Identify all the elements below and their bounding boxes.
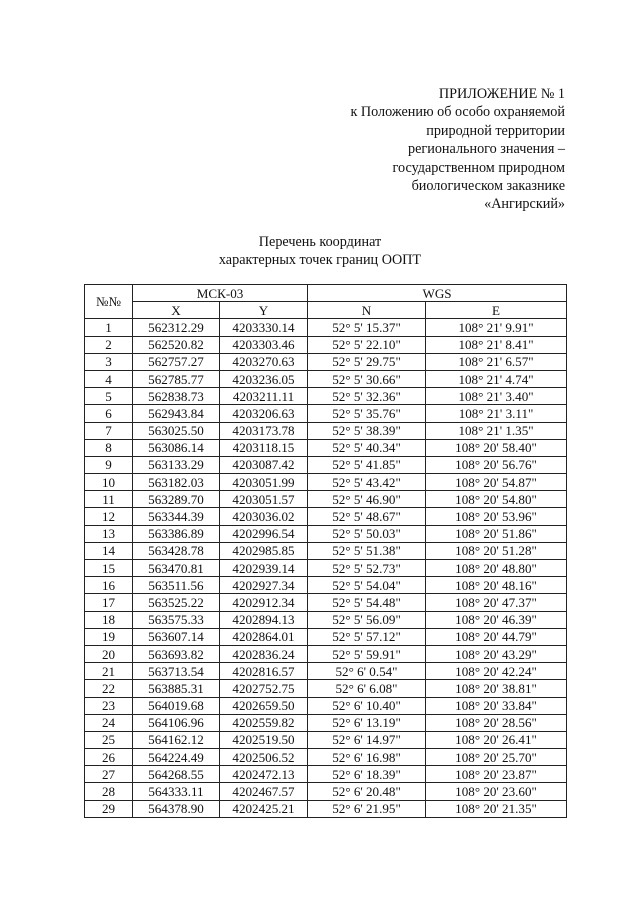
cell-x: 562757.27 [133,353,220,370]
cell-y: 4203051.57 [220,491,308,508]
cell-y: 4202816.57 [220,663,308,680]
table-row [85,611,567,628]
cell-x: 563025.50 [133,422,220,439]
cell-number: 10 [85,474,133,491]
cell-number: 23 [85,697,133,714]
cell-n: 52° 6' 16.98" [308,749,426,766]
header-n: N [308,302,426,319]
cell-x: 564019.68 [133,697,220,714]
title-line: Перечень координат [258,234,382,250]
cell-number: 21 [85,663,133,680]
table-row [85,508,567,525]
cell-number: 2 [85,336,133,353]
cell-e: 108° 21' 4.74" [426,370,567,387]
cell-n: 52° 5' 57.12" [308,628,426,645]
cell-n: 52° 6' 20.48" [308,783,426,800]
cell-y: 4202559.82 [220,714,308,731]
document-title [0,233,640,270]
cell-number: 15 [85,560,133,577]
cell-e: 108° 21' 8.41" [426,336,567,353]
cell-e: 108° 20' 28.56" [426,714,567,731]
cell-y: 4202472.13 [220,766,308,783]
cell-y: 4203211.11 [220,388,308,405]
cell-x: 563693.82 [133,645,220,662]
header-group-msk: МСК-03 [133,285,308,302]
table-row [85,422,567,439]
appendix-line: государственном природном [392,159,565,176]
cell-n: 52° 5' 50.03" [308,525,426,542]
cell-x: 563386.89 [133,525,220,542]
cell-x: 563344.39 [133,508,220,525]
cell-e: 108° 20' 48.80" [426,560,567,577]
cell-n: 52° 5' 40.34" [308,439,426,456]
cell-n: 52° 5' 51.38" [308,542,426,559]
cell-e: 108° 20' 46.39" [426,611,567,628]
cell-e: 108° 20' 54.80" [426,491,567,508]
title-line: характерных точек границ ООПТ [218,252,422,269]
cell-x: 563607.14 [133,628,220,645]
cell-e: 108° 20' 21.35" [426,800,567,817]
cell-number: 26 [85,749,133,766]
cell-number: 17 [85,594,133,611]
cell-y: 4203206.63 [220,405,308,422]
cell-y: 4203330.14 [220,319,308,336]
cell-n: 52° 6' 21.95" [308,800,426,817]
cell-e: 108° 20' 54.87" [426,474,567,491]
table-row [85,388,567,405]
cell-n: 52° 5' 15.37" [308,319,426,336]
table-row [85,714,567,731]
cell-n: 52° 5' 59.91" [308,645,426,662]
cell-y: 4202894.13 [220,611,308,628]
cell-number: 29 [85,800,133,817]
appendix-line: к Положению об особо охраняемой [350,104,565,121]
appendix-line: «Ангирский» [484,196,565,213]
cell-y: 4202467.57 [220,783,308,800]
cell-e: 108° 20' 56.76" [426,456,567,473]
cell-y: 4202939.14 [220,560,308,577]
appendix-line: природной территории [426,122,565,139]
cell-n: 52° 5' 38.39" [308,422,426,439]
cell-e: 108° 20' 23.87" [426,766,567,783]
cell-x: 564333.11 [133,783,220,800]
cell-number: 20 [85,645,133,662]
table-row [85,663,567,680]
cell-x: 563885.31 [133,680,220,697]
table-body [85,319,567,817]
cell-y: 4202927.34 [220,577,308,594]
cell-n: 52° 5' 52.73" [308,560,426,577]
cell-n: 52° 5' 22.10" [308,336,426,353]
coordinates-table [84,284,567,818]
cell-e: 108° 20' 51.28" [426,542,567,559]
cell-y: 4203236.05 [220,370,308,387]
cell-number: 16 [85,577,133,594]
header-row-columns [85,302,567,319]
cell-y: 4202864.01 [220,628,308,645]
cell-n: 52° 5' 41.85" [308,456,426,473]
table-row [85,474,567,491]
cell-x: 563428.78 [133,542,220,559]
cell-number: 22 [85,680,133,697]
table-row [85,319,567,336]
cell-e: 108° 20' 58.40" [426,439,567,456]
cell-e: 108° 20' 47.37" [426,594,567,611]
table-row [85,697,567,714]
cell-number: 8 [85,439,133,456]
cell-e: 108° 20' 23.60" [426,783,567,800]
cell-y: 4203087.42 [220,456,308,473]
cell-n: 52° 5' 48.67" [308,508,426,525]
cell-y: 4203303.46 [220,336,308,353]
cell-y: 4203173.78 [220,422,308,439]
cell-x: 563133.29 [133,456,220,473]
appendix-line: биологическом заказнике [411,178,565,195]
cell-e: 108° 20' 25.70" [426,749,567,766]
table-row [85,439,567,456]
cell-x: 563713.54 [133,663,220,680]
table-row [85,525,567,542]
table-row [85,628,567,645]
cell-n: 52° 5' 54.48" [308,594,426,611]
cell-number: 5 [85,388,133,405]
cell-x: 562943.84 [133,405,220,422]
cell-number: 14 [85,542,133,559]
cell-n: 52° 6' 10.40" [308,697,426,714]
table-row [85,491,567,508]
table-row [85,353,567,370]
header-e: E [426,302,567,319]
table-header [85,285,567,319]
cell-n: 52° 6' 18.39" [308,766,426,783]
cell-n: 52° 5' 32.36" [308,388,426,405]
cell-n: 52° 5' 29.75" [308,353,426,370]
table-row [85,800,567,817]
cell-e: 108° 20' 42.24" [426,663,567,680]
cell-number: 11 [85,491,133,508]
table-row [85,680,567,697]
cell-x: 563289.70 [133,491,220,508]
cell-x: 564268.55 [133,766,220,783]
cell-e: 108° 20' 33.84" [426,697,567,714]
header-x: X [133,302,220,319]
cell-y: 4203036.02 [220,508,308,525]
cell-y: 4202425.21 [220,800,308,817]
cell-x: 564378.90 [133,800,220,817]
cell-y: 4202985.85 [220,542,308,559]
cell-y: 4202506.52 [220,749,308,766]
cell-x: 562785.77 [133,370,220,387]
cell-e: 108° 20' 51.86" [426,525,567,542]
cell-x: 563470.81 [133,560,220,577]
cell-e: 108° 20' 26.41" [426,731,567,748]
table-row [85,645,567,662]
cell-n: 52° 5' 30.66" [308,370,426,387]
header-number: №№ [85,285,133,319]
cell-number: 9 [85,456,133,473]
cell-y: 4202519.50 [220,731,308,748]
table-row [85,749,567,766]
cell-e: 108° 21' 3.11" [426,405,567,422]
header-y: Y [220,302,308,319]
cell-n: 52° 5' 43.42" [308,474,426,491]
cell-n: 52° 6' 14.97" [308,731,426,748]
cell-number: 13 [85,525,133,542]
cell-e: 108° 20' 43.29" [426,645,567,662]
cell-n: 52° 6' 0.54" [308,663,426,680]
table-row [85,542,567,559]
cell-y: 4202836.24 [220,645,308,662]
table-row [85,560,567,577]
cell-number: 24 [85,714,133,731]
cell-number: 19 [85,628,133,645]
cell-e: 108° 20' 48.16" [426,577,567,594]
cell-y: 4203118.15 [220,439,308,456]
cell-e: 108° 20' 44.79" [426,628,567,645]
cell-x: 563086.14 [133,439,220,456]
cell-x: 563511.56 [133,577,220,594]
cell-number: 28 [85,783,133,800]
table-row [85,783,567,800]
cell-x: 562520.82 [133,336,220,353]
cell-y: 4202912.34 [220,594,308,611]
cell-x: 563525.22 [133,594,220,611]
cell-y: 4202659.50 [220,697,308,714]
cell-x: 564224.49 [133,749,220,766]
cell-n: 52° 6' 13.19" [308,714,426,731]
cell-n: 52° 6' 6.08" [308,680,426,697]
cell-e: 108° 21' 1.35" [426,422,567,439]
header-row-groups [85,285,567,302]
cell-number: 7 [85,422,133,439]
cell-y: 4202752.75 [220,680,308,697]
table-row [85,456,567,473]
cell-x: 564106.96 [133,714,220,731]
table-row [85,370,567,387]
cell-e: 108° 20' 53.96" [426,508,567,525]
cell-number: 12 [85,508,133,525]
table-row [85,766,567,783]
cell-x: 562312.29 [133,319,220,336]
table-row [85,405,567,422]
cell-number: 3 [85,353,133,370]
cell-y: 4203270.63 [220,353,308,370]
cell-n: 52° 5' 54.04" [308,577,426,594]
cell-number: 1 [85,319,133,336]
cell-number: 4 [85,370,133,387]
cell-y: 4202996.54 [220,525,308,542]
table-row [85,336,567,353]
cell-number: 18 [85,611,133,628]
cell-e: 108° 21' 9.91" [426,319,567,336]
cell-x: 564162.12 [133,731,220,748]
cell-x: 563575.33 [133,611,220,628]
appendix-title: ПРИЛОЖЕНИЕ № 1 [438,86,565,102]
cell-e: 108° 20' 38.81" [426,680,567,697]
cell-e: 108° 21' 3.40" [426,388,567,405]
cell-e: 108° 21' 6.57" [426,353,567,370]
cell-x: 562838.73 [133,388,220,405]
cell-y: 4203051.99 [220,474,308,491]
appendix-heading [350,85,565,214]
cell-number: 27 [85,766,133,783]
cell-n: 52° 5' 56.09" [308,611,426,628]
appendix-line: регионального значения – [408,141,565,158]
cell-n: 52° 5' 46.90" [308,491,426,508]
cell-number: 25 [85,731,133,748]
table-row [85,731,567,748]
cell-number: 6 [85,405,133,422]
cell-x: 563182.03 [133,474,220,491]
header-group-wgs: WGS [308,285,567,302]
table-row [85,594,567,611]
table-row [85,577,567,594]
cell-n: 52° 5' 35.76" [308,405,426,422]
